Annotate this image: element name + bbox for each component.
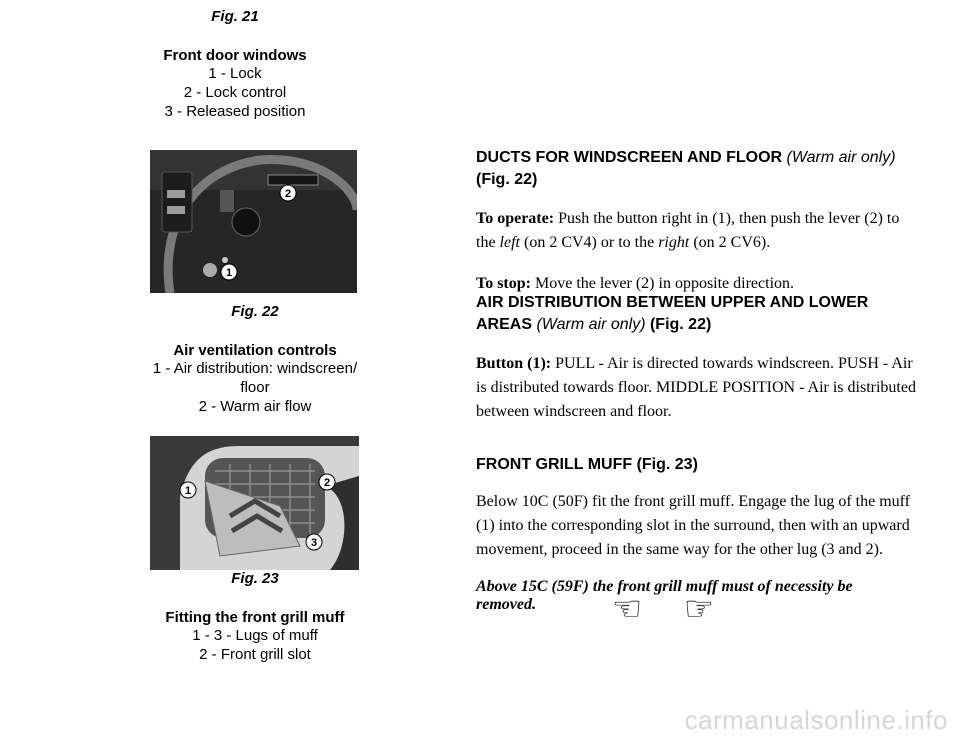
fig23-title: Fitting the front grill muff [165, 609, 345, 626]
ducts-operate-paragraph [476, 207, 916, 255]
fig23-caption [150, 570, 360, 664]
operate-right: right [658, 234, 690, 251]
airdist-paragraph [476, 352, 916, 424]
airdist-heading-end: (Fig. 22) [649, 316, 712, 333]
fig22-callout: 1 [225, 267, 233, 279]
fig21-line: 1 - Lock [208, 65, 262, 82]
stop-lead: To stop: [476, 275, 531, 292]
right-column [476, 147, 916, 614]
fig22-photo [150, 150, 357, 293]
fig21-label: Fig. 21 [211, 8, 259, 25]
fig21-line: 3 - Released position [164, 103, 306, 120]
fig22-line: 2 - Warm air flow [198, 398, 312, 415]
fig23-callout: 1 [184, 485, 192, 497]
operate-text-b: (on 2 CV4) or to the [519, 234, 659, 251]
muff-heading: FRONT GRILL MUFF (Fig. 23) [476, 456, 698, 473]
fig23-callout: 3 [310, 537, 318, 549]
ducts-heading-line2: (Fig. 22) [476, 171, 538, 188]
button1-text: PULL - Air is directed towards windscreen. PUSH - Air is distributed towards floor. MIDDLE POSITION - Air is distributed between windscreen and floor. [476, 355, 916, 420]
pointing-left-hand-icon: ☜ [611, 589, 643, 629]
airdist-heading-text: AIR DISTRIBUTION BETWEEN UPPER AND LOWER [476, 294, 869, 311]
pointing-right-hand-icon: ☞ [683, 589, 715, 629]
airdist-heading [476, 292, 916, 336]
fig21-title: Front door windows [163, 47, 307, 64]
fig22-callout: 2 [284, 188, 292, 200]
operate-text-a: Push the button right in (1), then push the lever (2) to the [476, 210, 900, 251]
next-page-button[interactable] [676, 589, 722, 629]
fig23-callout: 2 [323, 477, 331, 489]
airdist-heading-line2: AREAS [476, 316, 533, 333]
fig23-line: 2 - Front grill slot [199, 646, 311, 663]
fig23-label: Fig. 23 [231, 570, 279, 587]
watermark: carmanualsonline.info [684, 705, 948, 735]
muff-note: Above 15C (59F) the front grill muff must of necessity be removed. [476, 578, 853, 613]
operate-lead: To operate: [476, 210, 555, 227]
stop-text: Move the lever (2) in opposite direction. [530, 275, 795, 292]
fig22-title: Air ventilation controls [173, 342, 337, 359]
button1-lead: Button (1): [476, 355, 552, 372]
operate-text-c: (on 2 CV6). [689, 234, 771, 251]
operate-left: left [499, 234, 520, 251]
fig22-illustration [150, 150, 357, 293]
fig22-caption [140, 303, 370, 416]
airdist-heading-italic: (Warm air only) [536, 316, 646, 333]
fig21-caption [140, 8, 330, 121]
fig22-line: 1 - Air distribution: windscreen/ [152, 360, 358, 377]
muff-paragraph: Below 10C (50F) fit the front grill muff. Engage the lug of the muff (1) into the corresponding slot in the surround, then with an upward movement, proceed in the same way for the other lug (3 and 2). [476, 493, 910, 558]
fig22-line: floor [240, 379, 270, 396]
ducts-heading-text: DUCTS FOR WINDSCREEN AND FLOOR [476, 149, 783, 166]
ducts-heading [476, 147, 916, 191]
fig22-label: Fig. 22 [231, 303, 279, 320]
fig23-photo [150, 436, 359, 570]
fig23-line: 1 - 3 - Lugs of muff [192, 627, 318, 644]
ducts-heading-italic: (Warm air only) [786, 149, 896, 166]
fig23-illustration [150, 436, 359, 570]
prev-page-button[interactable] [604, 589, 650, 629]
fig21-line: 2 - Lock control [183, 84, 287, 101]
